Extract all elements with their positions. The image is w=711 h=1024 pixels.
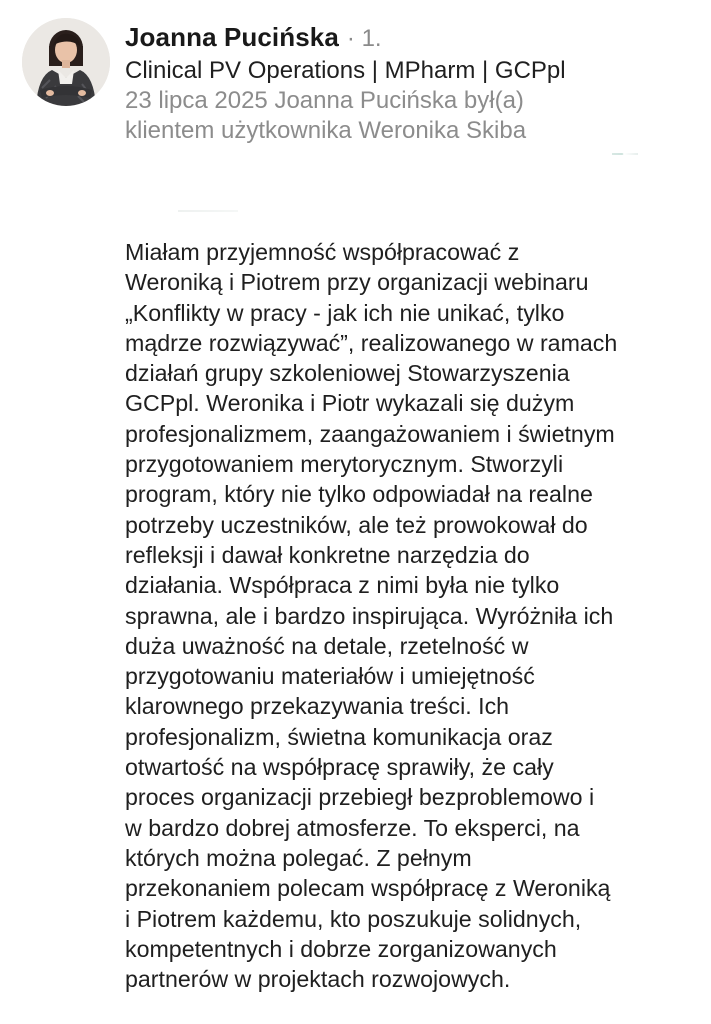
text-line: działań grupy szkoleniowej Stowarzyszenia (125, 360, 570, 387)
text-line: profesjonalizmem, zaangażowaniem i świetnym (125, 420, 615, 447)
author-name[interactable]: Joanna Pucińska (125, 22, 339, 52)
text-line: w bardzo dobrej atmosferze. To eksperci, na (125, 814, 580, 841)
text-line: sprawna, ale i bardzo inspirująca. Wyróżniła ich (125, 602, 614, 629)
text-line: Miałam przyjemność współpracować z (125, 239, 520, 265)
text-line: kompetentnych i dobrze zorganizowanych (125, 935, 557, 962)
author-avatar[interactable] (22, 18, 110, 106)
name-line (125, 18, 695, 56)
profile-photo-icon (22, 18, 110, 106)
text-line: których można polegać. Z pełnym (125, 844, 472, 871)
text-line: refleksji i dawał konkretne narzędzia do (125, 541, 530, 568)
text-line: duża uważność na detale, rzetelność w (125, 632, 529, 659)
text-line: program, który nie tylko odpowiadał na realne (125, 481, 593, 508)
scan-artifact (178, 210, 238, 212)
text-line: GCPpl. Weronika i Piotr wykazali się dużym (125, 390, 575, 417)
text-line: otwartość na współpracę sprawiły, że cały (125, 754, 554, 781)
text-line: przygotowaniem merytorycznym. Stworzyli (125, 451, 564, 478)
text-line: mądrze rozwiązywać”, realizowanego w ramach (125, 329, 618, 356)
text-line: profesjonalizm, świetna komunikacja oraz (125, 723, 553, 750)
text-line: proces organizacji przebiegł bezproblemowo i (125, 784, 595, 811)
text-line: „Konflikty w pracy - jak ich nie unikać, tylko (125, 299, 565, 326)
text-line: klarownego przekazywania treści. Ich (125, 693, 510, 720)
connection-degree: · 1. (346, 25, 382, 52)
text-line: działania. Współpraca z nimi była nie tylko (125, 572, 560, 599)
text-line: przekonaniem polecam współpracę z Weroniką (125, 875, 611, 902)
scan-artifact (612, 153, 638, 155)
recommendation-text (125, 237, 700, 994)
text-line: Weroniką i Piotrem przy organizacji webinaru (125, 269, 589, 296)
text-line: i Piotrem każdemu, kto poszukuje solidnych, (125, 905, 582, 932)
text-line: partnerów w projektach rozwojowych. (125, 966, 511, 993)
author-headline: Clinical PV Operations | MPharm | GCPpl (125, 57, 566, 84)
text-line: potrzeby uczestników, ale też prowokował do (125, 511, 588, 538)
recommendation-relation: klientem użytkownika Weronika Skiba (125, 117, 527, 144)
text-line: przygotowaniu materiałów i umiejętność (125, 663, 535, 690)
recommendation-date-relation: 23 lipca 2025 Joanna Pucińska był(a) (125, 87, 524, 114)
recommendation-header (125, 18, 695, 146)
